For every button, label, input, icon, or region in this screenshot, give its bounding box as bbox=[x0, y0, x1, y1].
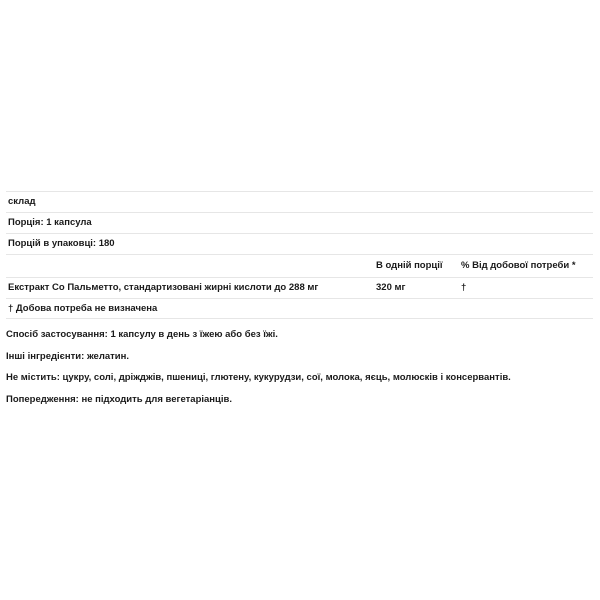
footnote-row bbox=[6, 298, 593, 319]
serving-size-row bbox=[6, 212, 593, 233]
composition-heading-row bbox=[6, 191, 593, 212]
ingredient-amount: 320 мг bbox=[376, 282, 406, 293]
serving-size: Порція: 1 капсула bbox=[8, 217, 92, 228]
column-header-daily-value: % Від добової потреби * bbox=[461, 260, 576, 271]
other-ingredients-note: Інші інгредієнти: желатин. bbox=[6, 350, 130, 362]
column-header-per-serving: В одній порції bbox=[376, 260, 443, 271]
servings-per-container-row bbox=[6, 233, 593, 254]
table-header-row bbox=[6, 254, 593, 277]
product-notes bbox=[6, 328, 596, 414]
table-row bbox=[6, 277, 593, 298]
free-from-note: Не містить: цукру, солі, дріжджів, пшениці, глютену, кукурудзи, сої, молока, яєць, молюсків і консервантів. bbox=[6, 372, 511, 383]
usage-note: Спосіб застосування: 1 капсулу в день з їжею або без їжі. bbox=[6, 329, 278, 340]
composition-table bbox=[6, 191, 593, 319]
warning-note: Попередження: не підходить для вегетаріанців. bbox=[6, 393, 233, 405]
daily-value-footnote: † Добова потреба не визначена bbox=[8, 303, 158, 314]
ingredient-name: Екстракт Со Пальметто, стандартизовані жирні кислоти до 288 мг bbox=[8, 282, 319, 293]
composition-heading: склад bbox=[8, 196, 36, 207]
servings-per-container: Порцій в упаковці: 180 bbox=[8, 238, 115, 249]
ingredient-daily-value: † bbox=[461, 282, 467, 293]
